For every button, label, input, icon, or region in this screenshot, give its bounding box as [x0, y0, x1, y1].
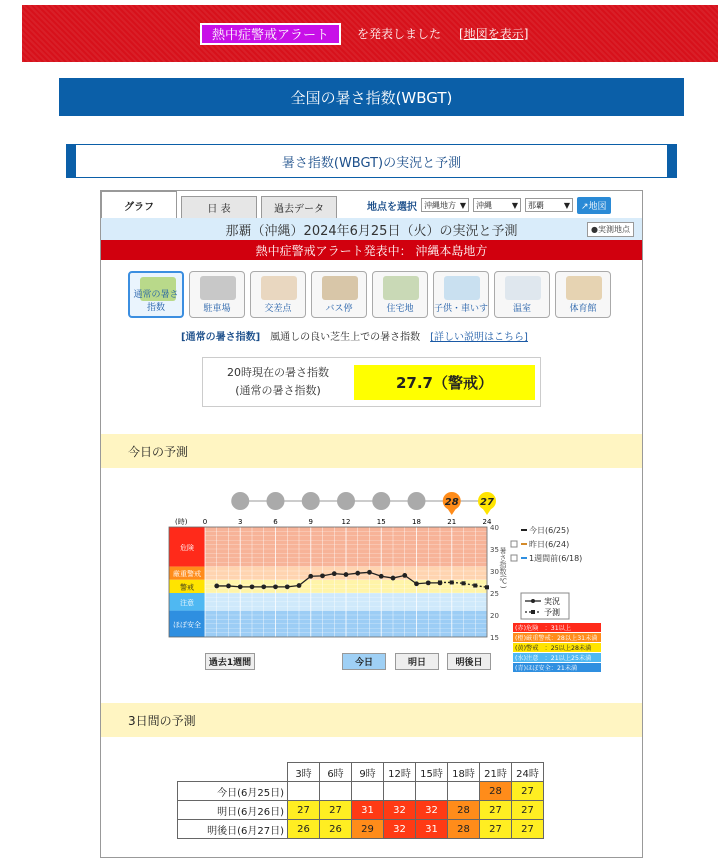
location-label: 地点を選択: [367, 201, 417, 213]
location-selector: [367, 194, 637, 216]
band-label: ほぼ安全: [173, 620, 201, 629]
legend-forecast-point: [531, 610, 535, 614]
forecast-pointer: [448, 509, 456, 515]
table-cell: 27: [512, 820, 544, 839]
series-actual-point: [426, 580, 431, 585]
region-select[interactable]: [421, 198, 469, 212]
page-title: 全国の暑さ指数(WBGT): [59, 78, 684, 116]
three-day-heading: 3日間の予測: [101, 703, 642, 737]
table-cell: [448, 782, 480, 801]
forecast-pointer: [483, 509, 491, 515]
x-tick-label: 24: [482, 518, 492, 526]
x-tick-label: 3: [238, 518, 243, 526]
table-cell: 26: [288, 820, 320, 839]
forecast-circle: [302, 492, 320, 510]
series-actual-point: [308, 574, 313, 579]
place-child-wheelchair[interactable]: [433, 271, 489, 318]
x-axis-label: (時): [175, 518, 188, 526]
normal-index-row: [181, 328, 528, 343]
table-cell: 31: [352, 801, 384, 820]
band-label: 厳重警戒: [173, 570, 201, 579]
forecast-circle: [267, 492, 285, 510]
section-title: 暑さ指数(WBGT)の実況と予測: [66, 144, 677, 178]
series-actual-point: [285, 584, 290, 589]
series-actual-point: [273, 584, 278, 589]
table-row: [178, 801, 544, 820]
place-label: 温室: [512, 304, 531, 314]
chevron-down-icon: ▼: [459, 200, 466, 210]
day-after-button[interactable]: 明後日: [447, 653, 491, 670]
x-tick-label: 15: [376, 518, 386, 526]
table-cell: 26: [320, 820, 352, 839]
place-label: 駐車場: [203, 304, 231, 314]
tab-bar: [101, 191, 644, 217]
place-greenhouse[interactable]: [494, 271, 550, 318]
current-index-box: [202, 357, 541, 407]
table-row-label: 明後日(6月27日): [178, 820, 288, 839]
chevron-down-icon: ▼: [563, 200, 570, 210]
table-header-cell: 12時: [384, 763, 416, 782]
y-tick-label: 30: [490, 568, 499, 576]
table-row-label: 明日(6月26日): [178, 801, 288, 820]
forecast-circle-value: 28: [444, 497, 459, 508]
table-cell: 29: [352, 820, 384, 839]
series-forecast-point: [462, 581, 466, 585]
series-actual-point: [367, 570, 372, 575]
series-actual-point: [297, 583, 302, 588]
map-button-label: 地図: [588, 201, 607, 212]
tomorrow-button[interactable]: 明日: [395, 653, 439, 670]
series-forecast-point: [438, 580, 442, 584]
chevron-down-icon: ▼: [511, 200, 518, 210]
current-index-label-line1: 20時現在の暑さ指数: [227, 366, 329, 379]
series-forecast-point: [485, 585, 489, 589]
table-cell: 32: [384, 820, 416, 839]
normal-index-label: [通常の暑さ指数]: [181, 332, 261, 343]
table-header-cell: 24時: [512, 763, 544, 782]
level-legend-label: (赤)危険 ：31以上: [515, 625, 572, 632]
series-actual-point: [226, 584, 231, 589]
today-forecast-heading: 今日の予測: [101, 434, 642, 468]
table-header-cell: 9時: [352, 763, 384, 782]
table-cell: [384, 782, 416, 801]
table-cell: [288, 782, 320, 801]
series-actual-point: [214, 584, 219, 589]
table-cell: 27: [512, 801, 544, 820]
table-row-label: 今日(6月25日): [178, 782, 288, 801]
tab-past-data[interactable]: 過去データ: [261, 196, 337, 218]
table-cell: [352, 782, 384, 801]
three-day-table: [177, 762, 544, 839]
series-actual-point: [355, 571, 360, 576]
alert-badge: 熱中症警戒アラート: [200, 23, 341, 45]
show-map-link[interactable]: [地図を表示]: [459, 27, 529, 41]
bus-stop-icon: [322, 276, 358, 300]
parking-icon: [200, 276, 236, 300]
location-header-title: 那覇（沖縄）2024年6月25日（火）の実況と予測: [225, 223, 518, 239]
x-tick-label: 9: [308, 518, 313, 526]
table-header-cell: 6時: [320, 763, 352, 782]
wbgt-panel: [100, 190, 643, 858]
x-tick-label: 12: [341, 518, 351, 526]
table-header-cell: 3時: [288, 763, 320, 782]
station-select[interactable]: [525, 198, 573, 212]
series-actual-point: [379, 574, 384, 579]
table-row: [178, 782, 544, 801]
level-legend-label: (黄)警戒 ：25以上28未満: [515, 645, 592, 652]
table-cell: 27: [480, 801, 512, 820]
legend-checkbox: [511, 555, 517, 561]
series-actual-point: [261, 584, 266, 589]
details-link[interactable]: [詳しい説明はこちら]: [430, 332, 528, 343]
alert-banner: [22, 5, 718, 62]
series-actual-point: [250, 584, 255, 589]
table-cell: 32: [384, 801, 416, 820]
forecast-circle-value: 27: [480, 497, 494, 508]
band-label: 警戒: [180, 583, 194, 592]
place-label: 子供・車いす: [434, 304, 489, 314]
past-week-button[interactable]: 過去1週間: [205, 653, 255, 670]
map-button[interactable]: [577, 197, 611, 214]
x-tick-label: 6: [273, 518, 278, 526]
map-icon: ↗: [581, 201, 589, 212]
table-cell: [416, 782, 448, 801]
observation-point-label: 実測地点: [598, 225, 630, 234]
table-row: [178, 820, 544, 839]
place-standard[interactable]: [128, 271, 184, 318]
y-tick-label: 25: [490, 590, 499, 598]
place-gym[interactable]: [555, 271, 611, 318]
legend-forecast-label: 予測: [544, 608, 560, 617]
series-actual-point: [414, 581, 419, 586]
table-header-cell: 15時: [416, 763, 448, 782]
table-header-row: [178, 763, 544, 782]
table-cell: [320, 782, 352, 801]
today-button[interactable]: 今日: [342, 653, 386, 670]
table-cell: 28: [448, 820, 480, 839]
table-header-cell: 21時: [480, 763, 512, 782]
legend-actual-label: 実況: [544, 597, 560, 606]
level-legend-label: (青)ほぼ安全：21未満: [515, 665, 578, 672]
forecast-circle: [372, 492, 390, 510]
place-parking[interactable]: [189, 271, 245, 318]
y-tick-label: 20: [490, 612, 499, 620]
alert-text: を発表しました: [357, 27, 442, 41]
current-index-label-line2: (通常の暑さ指数): [235, 384, 321, 397]
child-wheelchair-icon: [444, 276, 480, 300]
y-tick-label: 15: [490, 634, 499, 642]
forecast-circle: [231, 492, 249, 510]
legend-checkbox: [511, 541, 517, 547]
wbgt-chart-svg: [101, 485, 642, 675]
wbgt-chart: [101, 485, 642, 675]
table-header-cell: 18時: [448, 763, 480, 782]
location-header: [101, 218, 642, 240]
place-label: 住宅地: [386, 304, 414, 314]
level-legend-label: (水)注意 ：21以上25未満: [515, 655, 592, 662]
series-actual-point: [320, 573, 325, 578]
table-cell: 32: [416, 801, 448, 820]
prefecture-select[interactable]: [473, 198, 521, 212]
legend-actual-point: [531, 599, 535, 603]
x-tick-label: 0: [202, 518, 208, 526]
x-tick-label: 21: [447, 518, 457, 526]
place-label: バス停: [325, 304, 353, 314]
table-corner: [178, 763, 288, 782]
place-intersection[interactable]: [250, 271, 306, 318]
legend-day-label: 昨日(6/24): [529, 540, 570, 549]
legend-day-label: 今日(6/25): [529, 526, 570, 535]
forecast-circle: [408, 492, 426, 510]
normal-index-description: 風通しの良い芝生上での暑さ指数: [270, 332, 421, 343]
level-legend-label: (橙)厳重警戒：28以上31未満: [515, 635, 598, 642]
y-tick-label: 40: [490, 524, 499, 532]
table-cell: 28: [448, 801, 480, 820]
place-bus-stop[interactable]: [311, 271, 367, 318]
series-actual-point: [391, 576, 396, 581]
tab-graph[interactable]: グラフ: [101, 191, 177, 218]
prefecture-select-value: 沖縄: [476, 200, 492, 210]
y-tick-label: 35: [490, 546, 499, 554]
current-index-label: [213, 364, 343, 400]
series-actual-point: [238, 584, 243, 589]
region-select-value: 沖縄地方: [424, 200, 456, 210]
place-label: 通常の暑さ指数: [133, 290, 179, 313]
place-label: 体育館: [569, 304, 597, 314]
table-cell: 27: [512, 782, 544, 801]
table-cell: 28: [480, 782, 512, 801]
table-cell: 27: [480, 820, 512, 839]
table-cell: 27: [288, 801, 320, 820]
gym-icon: [566, 276, 602, 300]
series-forecast-point: [450, 580, 454, 584]
table-cell: 27: [320, 801, 352, 820]
station-select-value: 那覇: [528, 200, 544, 210]
place-label: 交差点: [264, 304, 292, 314]
series-actual-point: [332, 571, 337, 576]
place-residential[interactable]: [372, 271, 428, 318]
place-icons: [128, 271, 618, 319]
band-label: 危険: [180, 543, 194, 552]
legend-day-label: 1週間前(6/18): [529, 554, 583, 563]
residential-icon: [383, 276, 419, 300]
x-tick-label: 18: [412, 518, 421, 526]
band-label: 注意: [180, 598, 194, 607]
intersection-icon: [261, 276, 297, 300]
series-forecast-point: [473, 584, 477, 588]
greenhouse-icon: [505, 276, 541, 300]
observation-point-button[interactable]: [587, 222, 634, 237]
series-actual-point: [344, 572, 349, 577]
alert-strip: 熱中症警戒アラート発表中： 沖縄本島地方: [101, 240, 642, 260]
series-actual-point: [402, 573, 407, 578]
current-index-value: 27.7（警戒）: [354, 365, 535, 400]
y-axis-label: 暑さ指数(℃): [499, 547, 507, 589]
person-icon: ●: [591, 225, 598, 234]
forecast-circle: [337, 492, 355, 510]
table-cell: 31: [416, 820, 448, 839]
tab-daily-table[interactable]: 日 表: [181, 196, 257, 218]
